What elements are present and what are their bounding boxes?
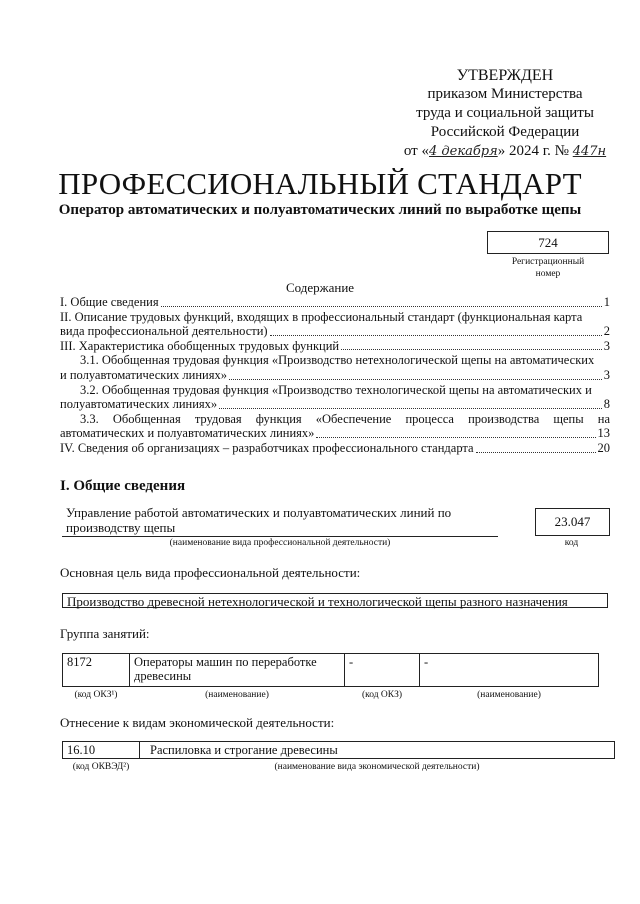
contents-title: Содержание	[285, 280, 355, 295]
group-label: Группа занятий:	[60, 626, 150, 641]
toc-item-3-3[interactable]	[60, 412, 610, 441]
page-subtitle: Оператор автоматических и полуавтоматических линий по выработке щепы	[58, 202, 582, 218]
toc-item-page: 1	[603, 295, 610, 309]
table-of-contents	[60, 295, 610, 456]
okz2-code-cell: -	[345, 654, 420, 687]
table-row	[63, 742, 615, 759]
registration-caption	[487, 256, 609, 280]
toc-item-text-line1: 3.3. Обобщенная трудовая функция «Обеспечение процесса производства щепы на	[80, 411, 610, 426]
approval-date-line: от «4 декабря» 2024 г. № 447н	[403, 143, 607, 159]
toc-item-text-line1: II. Описание трудовых функций, входящих в профессиональный стандарт (функциональная карта	[60, 309, 583, 324]
toc-item-text-line1: 3.1. Обобщенная трудовая функция «Производство нетехнологической щепы на автоматических	[80, 353, 595, 368]
purpose-box: Производство древесной нетехнологической и технологической щепы разного назначения	[62, 593, 608, 608]
approval-title: УТВЕРЖДЕН	[456, 67, 554, 84]
toc-item-text-line2: автоматических и полуавтоматических линиях»	[60, 426, 315, 441]
caption-okved-code: (код ОКВЭД²)	[72, 762, 130, 772]
toc-item-page: 3	[603, 367, 610, 382]
toc-item-4[interactable]	[60, 441, 610, 456]
toc-item-page: 20	[597, 440, 610, 455]
toc-item-page: 8	[603, 397, 610, 412]
caption-okz2-name: (наименование)	[477, 690, 541, 700]
caption-okz-name: (наименование)	[205, 690, 269, 700]
activity-name: Управление работой автоматических и полуавтоматических линий по производству щепы	[66, 505, 452, 535]
approval-block	[380, 66, 630, 161]
okz-code-cell: 8172	[63, 654, 130, 687]
toc-item-3-1[interactable]	[60, 353, 610, 382]
caption-okz-code: (код ОКЗ¹)	[74, 690, 118, 700]
caption-okz2-code: (код ОКЗ)	[361, 690, 403, 700]
toc-item-text: III. Характеристика обобщенных трудовых функций	[60, 338, 340, 353]
approval-date-prefix: от «	[403, 143, 429, 159]
toc-item-text-line2: и полуавтоматических линиях»	[60, 367, 227, 382]
toc-item-page: 2	[603, 324, 610, 339]
toc-item-page: 13	[597, 426, 610, 441]
toc-item-text: IV. Сведения об организациях – разработчиках профессионального стандарта	[60, 440, 474, 455]
caption-row	[63, 759, 615, 776]
page-title: ПРОФЕССИОНАЛЬНЫЙ СТАНДАРТ	[58, 166, 582, 201]
approval-line-2: труда и социальной защиты	[416, 105, 594, 121]
activity-code-caption: код	[564, 538, 579, 548]
approval-line-1: приказом Министерства	[427, 86, 583, 102]
section-1-title: I. Общие сведения	[60, 478, 186, 494]
toc-item-text-line2: полуавтоматических линиях»	[60, 397, 218, 412]
handwritten-number: 447н	[572, 144, 607, 159]
approval-line-3: Российской Федерации	[430, 124, 580, 140]
occupation-group-table	[62, 653, 599, 703]
approval-date-year: 2024 г. №	[508, 143, 569, 159]
okz2-name-cell: -	[420, 654, 599, 687]
toc-item-text: I. Общие сведения	[60, 295, 159, 309]
handwritten-date: 4 декабря	[428, 144, 498, 159]
toc-item-1[interactable]	[60, 295, 610, 310]
caption-okved-name: (наименование вида экономической деятельности)	[274, 762, 480, 772]
registration-number-box: 724	[487, 231, 609, 254]
toc-item-page: 3	[603, 338, 610, 353]
toc-item-text-line1: 3.2. Обобщенная трудовая функция «Производство технологической щепы на автоматических и	[80, 382, 592, 397]
activity-code-box: 23.047	[535, 508, 610, 536]
toc-item-3[interactable]	[60, 339, 610, 354]
toc-item-2[interactable]	[60, 310, 610, 339]
caption-row	[63, 687, 599, 704]
registration-caption-line-1: Регистрационный	[511, 257, 585, 267]
okved-name-cell: Распиловка и строгание древесины	[140, 742, 615, 759]
registration-caption-line-2: номер	[535, 269, 561, 279]
toc-item-3-2[interactable]	[60, 383, 610, 412]
activity-caption: (наименование вида профессиональной деятельности)	[169, 538, 391, 548]
purpose-label: Основная цель вида профессиональной деятельности:	[60, 565, 361, 580]
activity-underline	[62, 536, 498, 537]
okved-code-cell: 16.10	[63, 742, 140, 759]
econ-activity-table	[62, 741, 615, 775]
okz-name-cell: Операторы машин по переработке древесины	[130, 654, 345, 687]
toc-item-text-line2: вида профессиональной деятельности)	[60, 324, 268, 339]
econ-activity-label: Отнесение к видам экономической деятельности:	[60, 715, 335, 730]
table-row	[63, 654, 599, 687]
